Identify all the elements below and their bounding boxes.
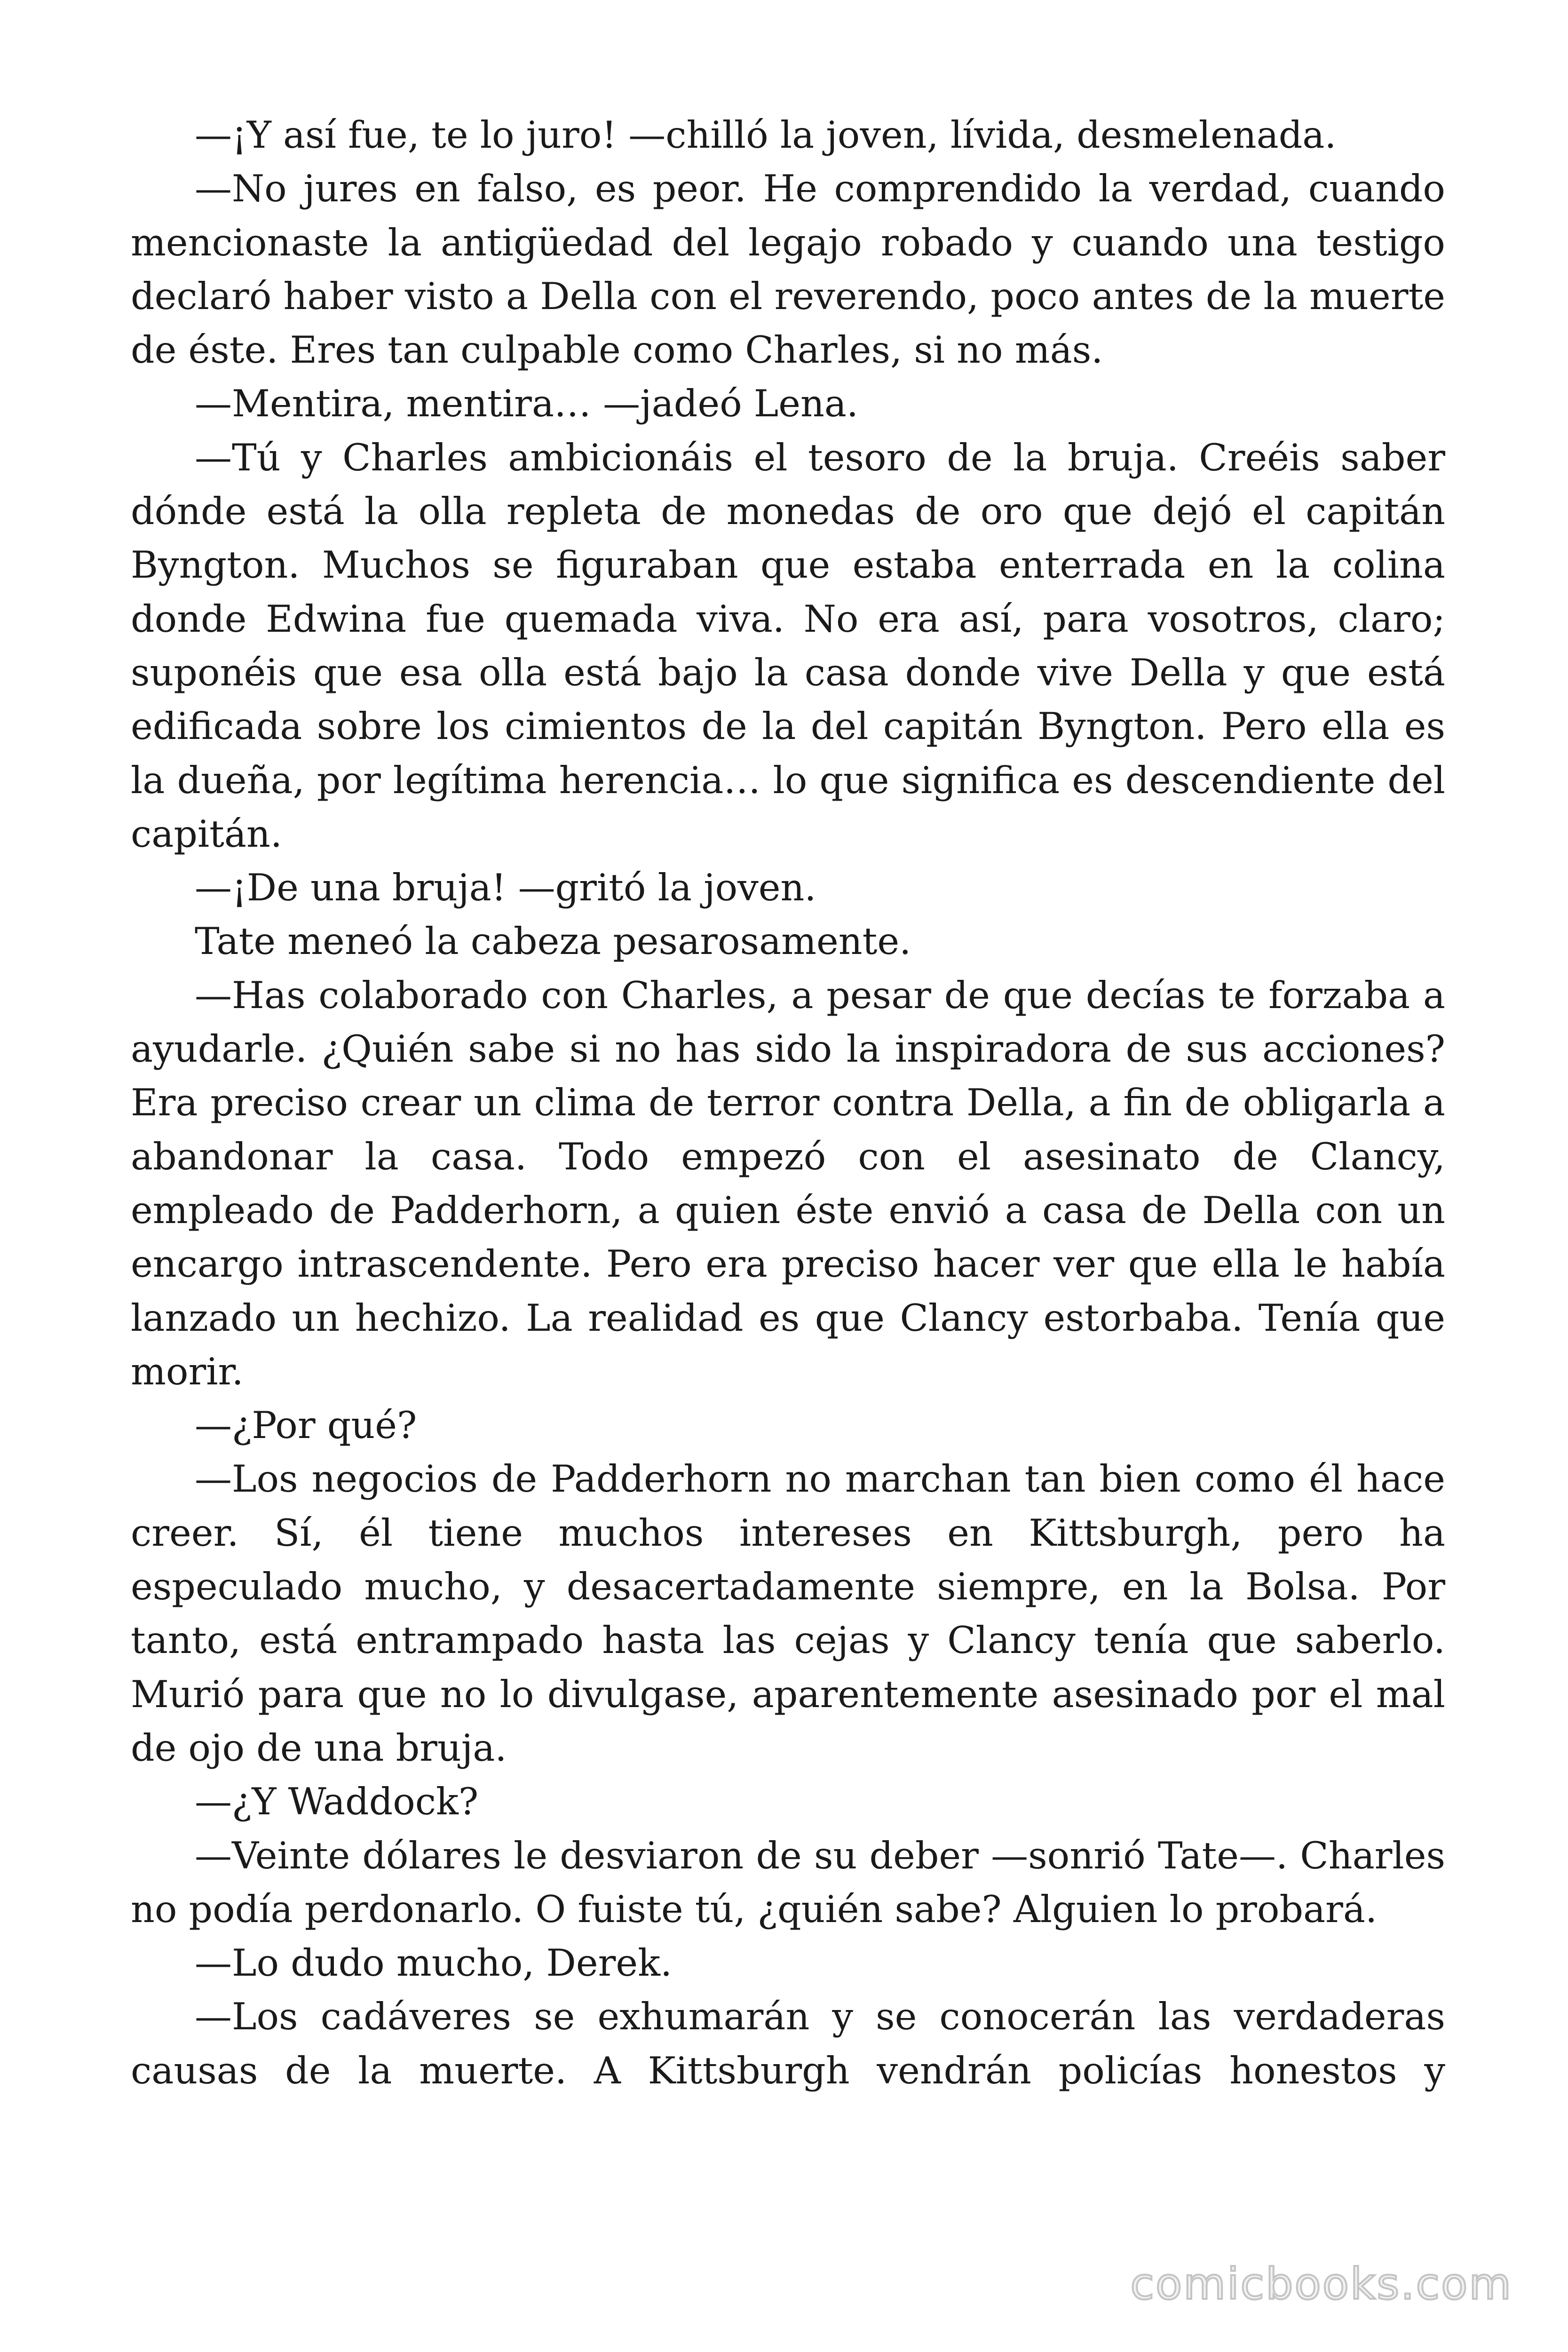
paragraph: —No jures en falso, es peor. He comprendido la verdad, cuando mencionaste la antigüedad del legajo robado y cuando una testigo declaró haber visto a Della con el reverendo, poco antes de la muerte de éste. Eres tan culpable como Charles, si no más.	[131, 167, 1445, 372]
paragraph: —¿Por qué?	[195, 1404, 417, 1447]
paragraph: —¡De una bruja! —gritó la joven.	[195, 866, 816, 910]
paragraph: —Mentira, mentira… —jadeó Lena.	[195, 382, 859, 426]
paragraph: —Veinte dólares le desviaron de su deber —sonrió Tate—. Charles no podía perdonarlo. O fuiste tú, ¿quién sabe? Alguien lo probará.	[131, 1834, 1445, 1931]
paragraph: Tate meneó la cabeza pesarosamente.	[195, 920, 911, 963]
paragraph: —Los cadáveres se exhumarán y se conocerán las verdaderas causas de la muerte. A Kittsburgh vendrán policías honestos y	[131, 1995, 1445, 2092]
paragraph: —Los negocios de Padderhorn no marchan tan bien como él hace creer. Sí, él tiene muchos intereses en Kittsburgh, pero ha especulado mucho, y desacertadamente siempre, en la Bolsa. Por tanto, está entrampado hasta las cejas y Clancy tenía que saberlo. Murió para que no lo divulgase, aparentemente asesinado por el mal de ojo de una bruja.	[131, 1457, 1445, 1770]
paragraph: —Has colaborado con Charles, a pesar de que decías te forzaba a ayudarle. ¿Quién sabe si no has sido la inspiradora de sus acciones? Era preciso crear un clima de terror contra Della, a fin de obligarla a abandonar la casa. Todo empezó con el asesinato de Clancy, empleado de Padderhorn, a quien éste envió a casa de Della con un encargo intrascendente. Pero era preciso hacer ver que ella le había lanzado un hechizo. La realidad es que Clancy estorbaba. Tenía que morir.	[131, 973, 1445, 1393]
paragraph: —Tú y Charles ambicionáis el tesoro de la bruja. Creéis saber dónde está la olla repleta de monedas de oro que dejó el capitán Byngton. Muchos se figuraban que estaba enterrada en la colina donde Edwina fue quemada viva. No era así, para vosotros, claro; suponéis que esa olla está bajo la casa donde vive Della y que está edificada sobre los cimientos de la del capitán Byngton. Pero ella es la dueña, por legítima herencia… lo que significa es descendiente del capitán.	[131, 436, 1445, 856]
paragraph: —¡Y así fue, te lo juro! —chilló la joven, lívida, desmelenada.	[195, 113, 1337, 157]
paragraph: —Lo dudo mucho, Derek.	[195, 1941, 673, 1985]
watermark: comicbooks.com	[1130, 2259, 1513, 2309]
paragraph: —¿Y Waddock?	[195, 1780, 479, 1824]
body-text	[131, 108, 1445, 2098]
